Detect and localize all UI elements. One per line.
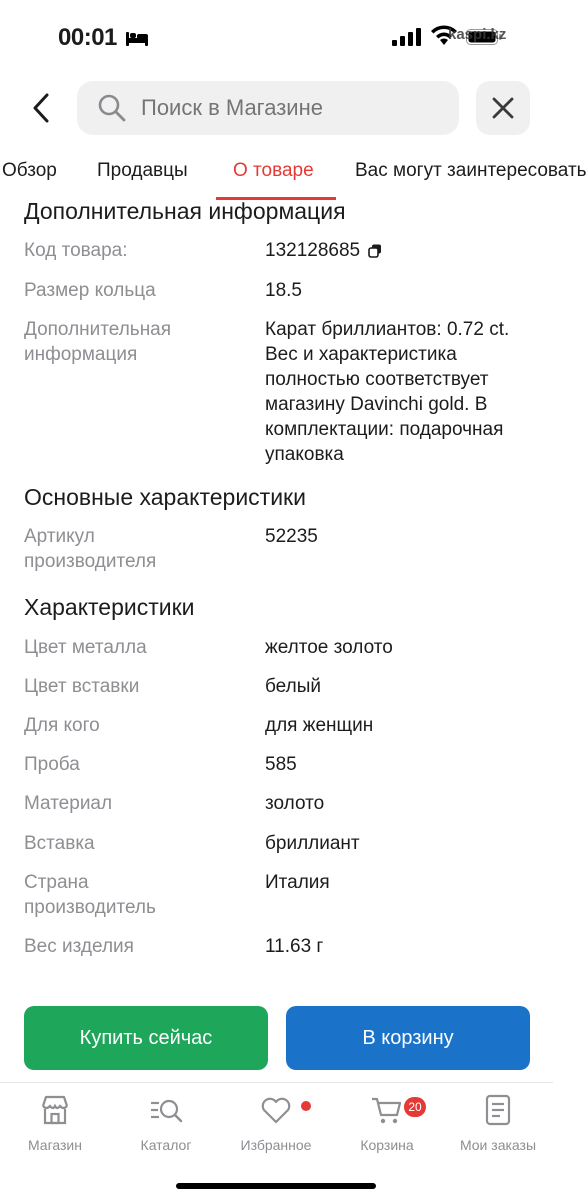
copy-icon[interactable] [368, 244, 382, 258]
row-value: 18.5 [265, 280, 302, 301]
row-label: Материал [24, 793, 113, 814]
row-value: золото [265, 793, 325, 814]
tab-overview[interactable]: Обзор [2, 160, 57, 181]
row-label: Для кого [24, 715, 100, 736]
cart-badge: 20 [404, 1097, 426, 1117]
nav-item-cart[interactable] [332, 1093, 442, 1153]
row-value: бриллиант [265, 833, 360, 854]
row-value: 52235 [265, 526, 318, 547]
tab-bar [0, 152, 587, 202]
row-value: 132128685 [265, 240, 361, 261]
search-input[interactable] [141, 95, 441, 121]
back-button[interactable] [26, 90, 56, 126]
sleep-mode-icon [126, 30, 148, 46]
tab-about-product[interactable]: О товаре [233, 160, 314, 181]
row-value: белый [265, 676, 321, 697]
search-box[interactable] [77, 81, 459, 135]
row-value: Италия [265, 872, 330, 893]
row-label: Цвет вставки [24, 676, 140, 697]
row-value: 585 [265, 754, 297, 775]
row-label: Цвет металла [24, 637, 147, 658]
nav-label: Избранное [240, 1137, 312, 1153]
row-label: Вставка [24, 833, 95, 854]
cart-icon [370, 1093, 404, 1127]
nav-item-store[interactable] [0, 1093, 110, 1153]
nav-label: Магазин [27, 1137, 82, 1153]
close-button[interactable] [476, 81, 530, 135]
row-label: Код товара: [24, 240, 128, 261]
section-title-main: Основные характеристики [24, 484, 306, 510]
watermark: kaspi.kz [448, 26, 507, 43]
row-label: Размер кольца [24, 280, 156, 301]
row-value: Карат бриллиантов: 0.72 ct. Вес и характеристика полностью соответствует магазину Davinchi gold. В комплектации: подарочная упаковка [265, 319, 510, 465]
heart-icon [259, 1093, 293, 1127]
status-time: 00:01 [58, 24, 117, 51]
catalog-search-icon [149, 1093, 183, 1127]
nav-item-orders[interactable] [443, 1093, 553, 1153]
nav-label: Каталог [140, 1137, 192, 1153]
product-code-value [265, 238, 535, 263]
nav-item-favorites[interactable] [221, 1093, 331, 1153]
nav-label: Мои заказы [459, 1137, 537, 1153]
cellular-signal-icon [392, 28, 422, 46]
tab-sellers[interactable]: Продавцы [97, 160, 188, 181]
tab-recommendations[interactable]: Вас могут заинтересовать [355, 160, 587, 181]
row-label: Дополнительная информация [24, 319, 172, 365]
row-value: желтое золото [265, 637, 393, 658]
row-label: Проба [24, 754, 80, 775]
row-label: Вес изделия [24, 936, 134, 957]
favorites-badge-dot [301, 1101, 311, 1111]
row-value: для женщин [265, 715, 374, 736]
row-label: Артикул производителя [24, 526, 157, 572]
orders-icon [481, 1093, 515, 1127]
close-icon [492, 97, 514, 119]
section-title-additional: Дополнительная информация [24, 198, 346, 224]
nav-label: Корзина [360, 1137, 414, 1153]
row-label: Страна производитель [24, 872, 156, 918]
buy-now-button[interactable]: Купить сейчас [24, 1006, 268, 1070]
row-value: 11.63 г [265, 936, 324, 957]
store-icon [38, 1093, 72, 1127]
add-to-cart-button[interactable]: В корзину [286, 1006, 530, 1070]
nav-item-catalog[interactable] [111, 1093, 221, 1153]
search-icon [97, 93, 127, 123]
section-title-specs: Характеристики [24, 594, 195, 620]
chevron-left-icon [32, 93, 50, 123]
status-bar [0, 0, 553, 78]
search-header [0, 78, 553, 144]
home-indicator[interactable] [176, 1183, 376, 1189]
